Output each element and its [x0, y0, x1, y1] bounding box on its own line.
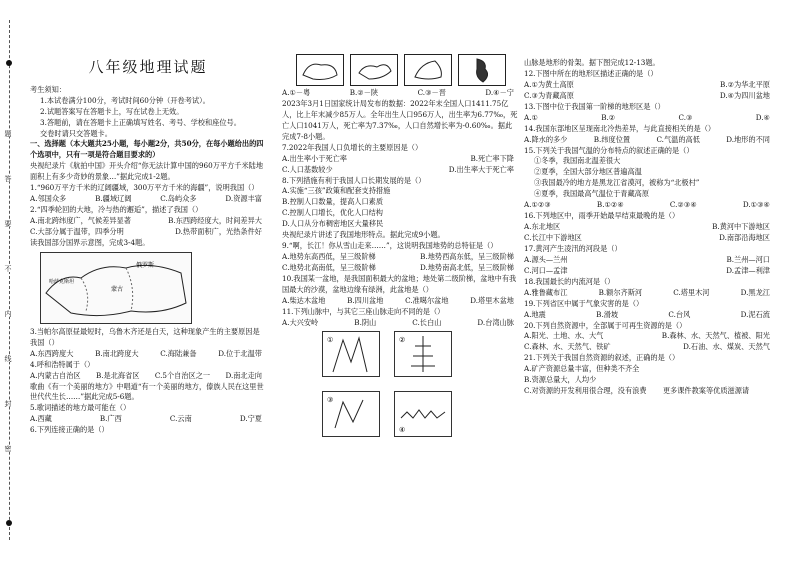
option[interactable]: B.疆域辽阔: [95, 194, 132, 204]
option[interactable]: D.④－宁: [485, 88, 514, 97]
notice-label: 考生须知：: [30, 84, 66, 94]
column-3: [524, 0, 774, 397]
option[interactable]: D.台湾山脉: [477, 317, 514, 327]
province-map: [296, 54, 344, 86]
options: [524, 113, 774, 124]
options: [524, 288, 774, 299]
options: [282, 154, 518, 165]
binding-hole: [6, 520, 12, 526]
statement: ④夏季，我国最高气温位于青藏高原: [534, 189, 650, 199]
option[interactable]: D.资源丰富: [225, 194, 262, 204]
option[interactable]: B.广西: [99, 414, 122, 424]
option[interactable]: A.西藏: [30, 414, 52, 424]
question: 10.我国某一盆地，是我国面积最大的盆地；地处第二级阶梯，盆地中有我国最大的沙漠，盆地边缘有绿洲，此盆地是（）: [282, 273, 517, 294]
option[interactable]: C.台风: [668, 309, 691, 319]
question: 5.歌词描述的地方最可能在（）: [30, 403, 131, 413]
option[interactable]: A.①: [524, 112, 538, 122]
option[interactable]: B.森林、水、天然气、植被、阳光: [661, 331, 770, 341]
option[interactable]: B.黄河中下游地区: [712, 222, 770, 232]
option[interactable]: B.②: [601, 112, 616, 122]
column-1: [30, 0, 266, 436]
gutter-label: 不: [4, 265, 12, 272]
question: 16.下列地区中，雨季开始最早结束最晚的是（）: [524, 211, 680, 221]
option[interactable]: C.森林、水、天然气、铁矿: [524, 342, 611, 352]
option[interactable]: D.塔里木盆地: [470, 295, 514, 305]
statement: ②夏季，全国大部分地区普遍高温: [534, 167, 642, 177]
section-heading: 一、选择题（本大题共25小题，每小题2分，共50分，在每小题给出的四个选项中，只有一项是符合题目要求的）: [30, 139, 264, 160]
options: [282, 263, 518, 274]
gutter-label: 答: [4, 175, 12, 182]
footer-note: 更多课件教案等优质滋源请: [662, 386, 750, 396]
option[interactable]: D.人口从分布稠密地区大量移民: [282, 219, 384, 229]
option[interactable]: A.大兴安岭: [282, 317, 319, 327]
option[interactable]: D.④: [755, 112, 770, 122]
options: [524, 310, 774, 321]
option[interactable]: B.资源总量大，人均少: [524, 375, 597, 385]
map-label: 蒙古: [111, 285, 124, 293]
border-map: [40, 252, 192, 324]
mountain-label: ④: [399, 425, 406, 434]
options: [30, 371, 266, 382]
map-label: 哈萨克斯坦: [49, 278, 75, 285]
question: 11.下列山脉中，与其它三座山脉走向不同的是（）: [282, 306, 445, 316]
question: 2.“四季轮回的大地，冷与热的邂逅”，描述了我国（）: [30, 205, 203, 215]
options: [30, 227, 266, 238]
mountain-diagram: [322, 391, 380, 437]
question: 18.我国最长的内流河是（）: [524, 276, 615, 286]
option[interactable]: A.邻国众多: [30, 194, 67, 204]
option[interactable]: B.阴山: [354, 317, 377, 327]
options: [524, 266, 774, 277]
option[interactable]: A.①②③: [524, 200, 551, 210]
option[interactable]: B.是北海省区: [95, 370, 140, 380]
option[interactable]: D.石油、水、煤炭、天然气: [683, 342, 770, 352]
option[interactable]: B.纬度位置: [593, 134, 631, 144]
options: [524, 91, 774, 102]
option[interactable]: C.②③④: [669, 200, 697, 210]
option[interactable]: C.对资源的开发利用很合理，没有浪费: [524, 386, 647, 396]
option[interactable]: D.孟津—利津: [726, 265, 770, 275]
question: 9.“啊，长江！你从雪山走来……”，这说明我国地势的总特征是（）: [282, 241, 498, 251]
option[interactable]: A.源头—兰州: [524, 254, 568, 264]
option[interactable]: D.南北走向: [225, 370, 262, 380]
option[interactable]: D.宁夏: [239, 414, 262, 424]
option[interactable]: B.兰州—河口: [726, 254, 770, 264]
question: 14.我国东部地区呈现南北冷热差异，与此直接相关的是（）: [524, 123, 716, 133]
column-2: [282, 0, 518, 437]
option[interactable]: B.滑坡: [596, 309, 619, 319]
option[interactable]: C.人口基数较少: [282, 164, 333, 174]
binding-hole: [6, 60, 12, 66]
option[interactable]: C.塔里木河: [673, 287, 710, 297]
option[interactable]: D.④为四川盆地: [719, 90, 770, 100]
options: [30, 194, 266, 205]
options: [524, 342, 774, 353]
binding-line: [9, 20, 10, 540]
question: 15.下列关于我国气温的分布特点的叙述正确的是（）: [524, 145, 694, 155]
option[interactable]: B.②为华北平原: [720, 79, 770, 89]
question: 4.呼和浩特属于（）: [30, 359, 95, 369]
option[interactable]: D.地形的不同: [726, 134, 770, 144]
mountain-diagram: [322, 331, 380, 377]
question: 20.下列自然资源中，全部属于可再生资源的是（）: [524, 320, 687, 330]
option[interactable]: C.大部分属于温带，四季分明: [30, 226, 124, 236]
notice-item: 交卷时请只交答题卡。: [40, 128, 112, 138]
option[interactable]: C.③为青藏高原: [524, 90, 574, 100]
gutter-label: 内: [4, 310, 12, 317]
options: [524, 255, 774, 266]
province-map: [350, 54, 398, 86]
option[interactable]: A.南北跨纬度广，气候差异显著: [30, 216, 131, 226]
options: [30, 349, 266, 360]
question: 19.下列省区中属于气象灾害的是（）: [524, 298, 644, 308]
option[interactable]: A.实施“三孩”政策和配套支持措施: [282, 186, 391, 196]
options: [524, 80, 774, 91]
options: [282, 296, 518, 307]
option[interactable]: A.东北地区: [524, 222, 561, 232]
province-map: [404, 54, 452, 86]
option[interactable]: D.位于北温带: [218, 348, 262, 358]
option[interactable]: C.③: [678, 112, 693, 122]
binding-gutter: [0, 0, 24, 562]
option[interactable]: B.南北跨度大: [95, 348, 139, 358]
question: 7.2022年我国人口负增长的主要原因是（）: [282, 142, 423, 152]
option-with-footer: [524, 386, 774, 397]
question: 3.当帕尔高原昼最短时，乌鲁木齐还是白天，这种现象产生的主要原因是我国（）: [30, 326, 260, 347]
statement: ①冬季，我国南北温差很大: [534, 156, 621, 166]
mountain-diagram: [394, 331, 452, 377]
gutter-label: 要: [4, 220, 12, 227]
statement: ③我国最冷的地方是黑龙江省漠河，被称为“北极村”: [534, 178, 700, 188]
option[interactable]: D.黑龙江: [740, 287, 770, 297]
options: [30, 414, 266, 425]
passage: 读我国部分国界示意图，完成3-4题。: [30, 237, 150, 247]
options: [282, 165, 518, 176]
option[interactable]: D.①③④: [742, 200, 770, 210]
gutter-label: 线: [4, 355, 12, 362]
passage: 央视纪录片讲述了我国地形特点。据此完成9小题。: [282, 230, 445, 240]
passage: 2023年3月1日国家统计局发布的数据：2022年末全国人口1411.75亿人，比上年末减少85万人。全年出生人口956万人，出生率为6.77‰，死亡人口1041万人，死亡率为7.37‰，人口自然增长率为-0.60‰。据此完成7-8小题。: [282, 98, 518, 141]
option[interactable]: A.柴达木盆地: [282, 295, 326, 305]
map-drawing: [41, 253, 191, 323]
options: [30, 216, 266, 227]
option[interactable]: A.①－粤: [282, 88, 311, 97]
question: 17.黄河产生凌汛的河段是（）: [524, 243, 622, 253]
gutter-label: 题: [4, 130, 12, 137]
option[interactable]: C.准噶尔盆地: [405, 295, 449, 305]
question: 6.下列连接正确的是（）: [30, 425, 109, 435]
option[interactable]: B.东西跨经度大，时间差异大: [168, 216, 262, 226]
province-map: [458, 54, 506, 86]
options: [524, 331, 774, 342]
option[interactable]: B.地势西高东低，呈三级阶梯: [420, 252, 514, 262]
option[interactable]: D.热带面积广，光热条件好: [175, 226, 262, 236]
option[interactable]: C.气温的高低: [656, 134, 700, 144]
mountain-diagram: [394, 391, 452, 437]
option[interactable]: C.长江中下游地区: [524, 233, 582, 242]
option[interactable]: C.③－晋: [417, 88, 446, 97]
mountain-diagrams: [322, 331, 492, 437]
option[interactable]: C.5个自治区之一: [154, 370, 211, 380]
option[interactable]: A.降水的多少: [524, 134, 568, 144]
question: 12.下图中所在的地形区描述正确的是（）: [524, 68, 658, 78]
passage: 山脉是地形的骨架。据下图完成12-13题。: [524, 58, 660, 67]
option[interactable]: C.云南: [169, 414, 192, 424]
option[interactable]: D.南部沿海地区: [719, 233, 770, 242]
gutter-label: 密: [4, 445, 12, 452]
option[interactable]: B.①②④: [596, 200, 624, 210]
option[interactable]: B.死亡率下降: [470, 153, 514, 163]
option[interactable]: A.矿产资源总量丰富，但种类不齐全: [524, 364, 640, 374]
mountain-label: ①: [327, 335, 334, 344]
question: 8.下列措施有利于我国人口长期发展的是（）: [282, 175, 426, 185]
option[interactable]: B.控制人口数量，提高人口素质: [282, 197, 384, 207]
province-maps: [296, 54, 518, 86]
map-label: 俄罗斯: [136, 261, 155, 269]
mountain-label: ③: [327, 395, 334, 404]
notice-item: 2.试题答案写在答题卡上，写在试卷上无效。: [40, 106, 184, 116]
option[interactable]: D.泥石流: [740, 309, 770, 319]
option[interactable]: A.内蒙古自治区: [30, 370, 81, 380]
options: [524, 135, 774, 146]
option[interactable]: A.出生率小于死亡率: [282, 153, 347, 163]
options: [524, 233, 774, 244]
option[interactable]: B.四川盆地: [347, 295, 384, 305]
option[interactable]: D.地势南高北低，呈三级阶梯: [419, 263, 514, 272]
option[interactable]: C.长白山: [412, 317, 442, 327]
options: [524, 200, 774, 211]
exam-title: 八年级地理试题: [88, 58, 208, 76]
option[interactable]: A.地势东高西低，呈三级阶梯: [282, 252, 376, 262]
passage: 央视纪录片《航拍中国》开头介绍“你无法计算中国的960万平方千米陆地面积上有多少奇妙的景象…”据此完成1-2题。: [30, 161, 264, 182]
option[interactable]: C.地势北高南低，呈三级阶梯: [282, 263, 376, 272]
question: 21.下列关于我国自然资源的叙述，正确的是（）: [524, 353, 680, 363]
mountain-label: ②: [399, 335, 406, 344]
option[interactable]: A.阳光、土地、水、大气: [524, 331, 604, 341]
option[interactable]: A.雅鲁藏布江: [524, 287, 568, 297]
gutter-label: 封: [4, 400, 12, 407]
option[interactable]: A.地震: [524, 309, 546, 319]
option[interactable]: C.岛屿众多: [160, 194, 197, 204]
question: 1.“960万平方千米的辽阔疆域，300万平方千米的海疆”，说明我国（）: [30, 183, 259, 193]
options: [524, 222, 774, 233]
options: [282, 88, 518, 99]
passage: 歌曲《有一个美丽的地方》中唱道“有一个美丽的地方，傣族人民在这里世世代代生长……”据此完成5-6题。: [30, 381, 264, 402]
option[interactable]: C.河口—孟津: [524, 265, 568, 275]
option[interactable]: A.①为黄土高原: [524, 79, 574, 89]
options: [282, 318, 518, 329]
option[interactable]: C.控制人口增长，优化人口结构: [282, 208, 383, 218]
option[interactable]: B.②－陕: [349, 88, 379, 97]
notice-item: 3.答题前，请在答题卡上正确填写姓名、考号、学校和座位号。: [40, 117, 241, 127]
option[interactable]: D.出生率大于死亡率: [448, 164, 514, 174]
question: 13.下图中位于我国第一阶梯的地形区是（）: [524, 101, 665, 111]
options: [282, 252, 518, 263]
option[interactable]: C.海陆兼备: [160, 348, 197, 358]
option[interactable]: B.额尔齐斯河: [598, 287, 643, 297]
notice-item: 1.本试卷满分100分，考试时间60分钟（开卷考试）。: [40, 95, 210, 105]
option[interactable]: A.东西跨度大: [30, 348, 74, 358]
